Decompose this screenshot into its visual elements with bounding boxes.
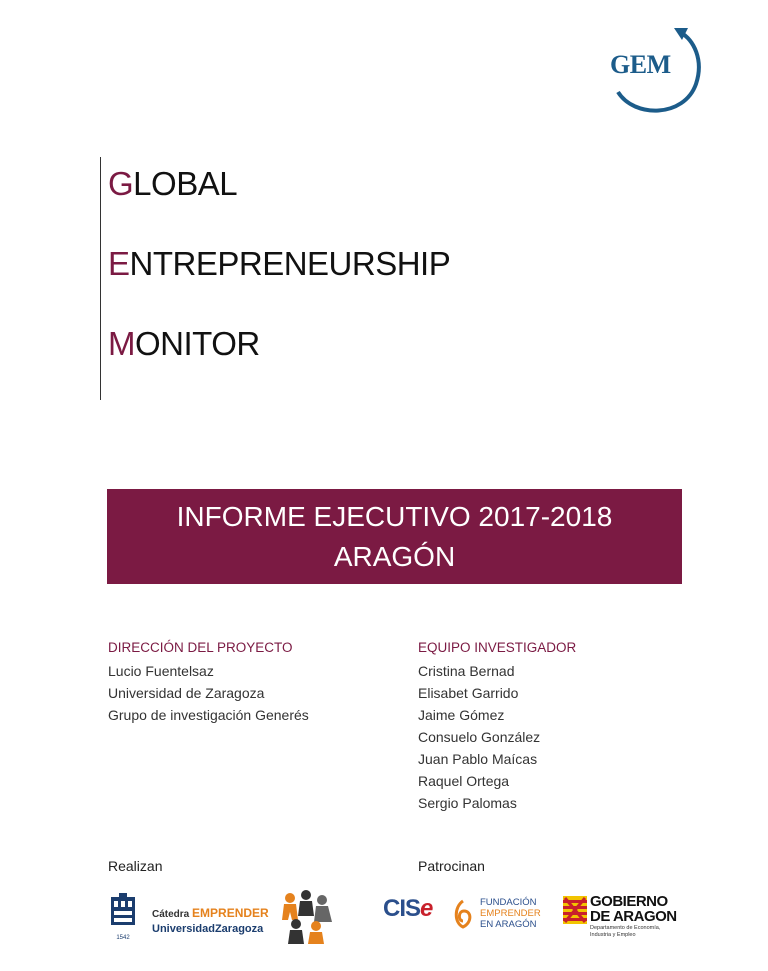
team-member: Consuelo González — [418, 729, 541, 745]
team-member: Elisabet Garrido — [418, 685, 519, 701]
university-crest-icon — [108, 893, 138, 943]
fundacion-swirl-icon — [452, 899, 474, 929]
aragon-flag-icon — [563, 896, 587, 924]
team-member: Raquel Ortega — [418, 773, 510, 789]
team-member: Sergio Palomas — [418, 795, 517, 811]
team-heading: EQUIPO INVESTIGADOR — [418, 640, 577, 655]
realizan-label: Realizan — [108, 858, 163, 874]
team-member: Juan Pablo Maícas — [418, 751, 538, 767]
project-direction — [108, 638, 309, 726]
title-line-monitor: MONITOR — [108, 325, 260, 362]
title-divider — [100, 157, 101, 400]
cise-logo: CISe — [383, 895, 433, 922]
direction-item: Universidad de Zaragoza — [108, 685, 265, 701]
people-icon — [276, 890, 336, 944]
team-member: Jaime Gómez — [418, 707, 505, 723]
report-banner — [107, 489, 682, 584]
direction-item: Grupo de investigación Generés — [108, 707, 309, 723]
team-member: Cristina Bernad — [418, 663, 515, 679]
banner-title: INFORME EJECUTIVO 2017-2018 — [176, 500, 613, 532]
gem-logo-text: GEM — [610, 50, 671, 79]
banner-region: ARAGÓN — [333, 540, 456, 572]
direction-heading: DIRECCIÓN DEL PROYECTO — [108, 640, 293, 655]
research-team — [418, 638, 576, 814]
svg-text:1542: 1542 — [116, 935, 130, 941]
patrocinan-label: Patrocinan — [418, 858, 485, 874]
title-line-entrepreneurship: ENTREPRENEURSHIP — [108, 245, 451, 282]
direction-item: Lucio Fuentelsaz — [108, 663, 214, 679]
catedra-emprender-logo: Cátedra EMPRENDER UniversidadZaragoza — [152, 906, 269, 935]
gobierno-aragon-logo: GOBIERNO DE ARAGON Departamento de Economía, Industria y Empleo — [590, 893, 677, 938]
title-line-global: GLOBAL — [108, 165, 238, 202]
gem-logo — [604, 26, 708, 118]
